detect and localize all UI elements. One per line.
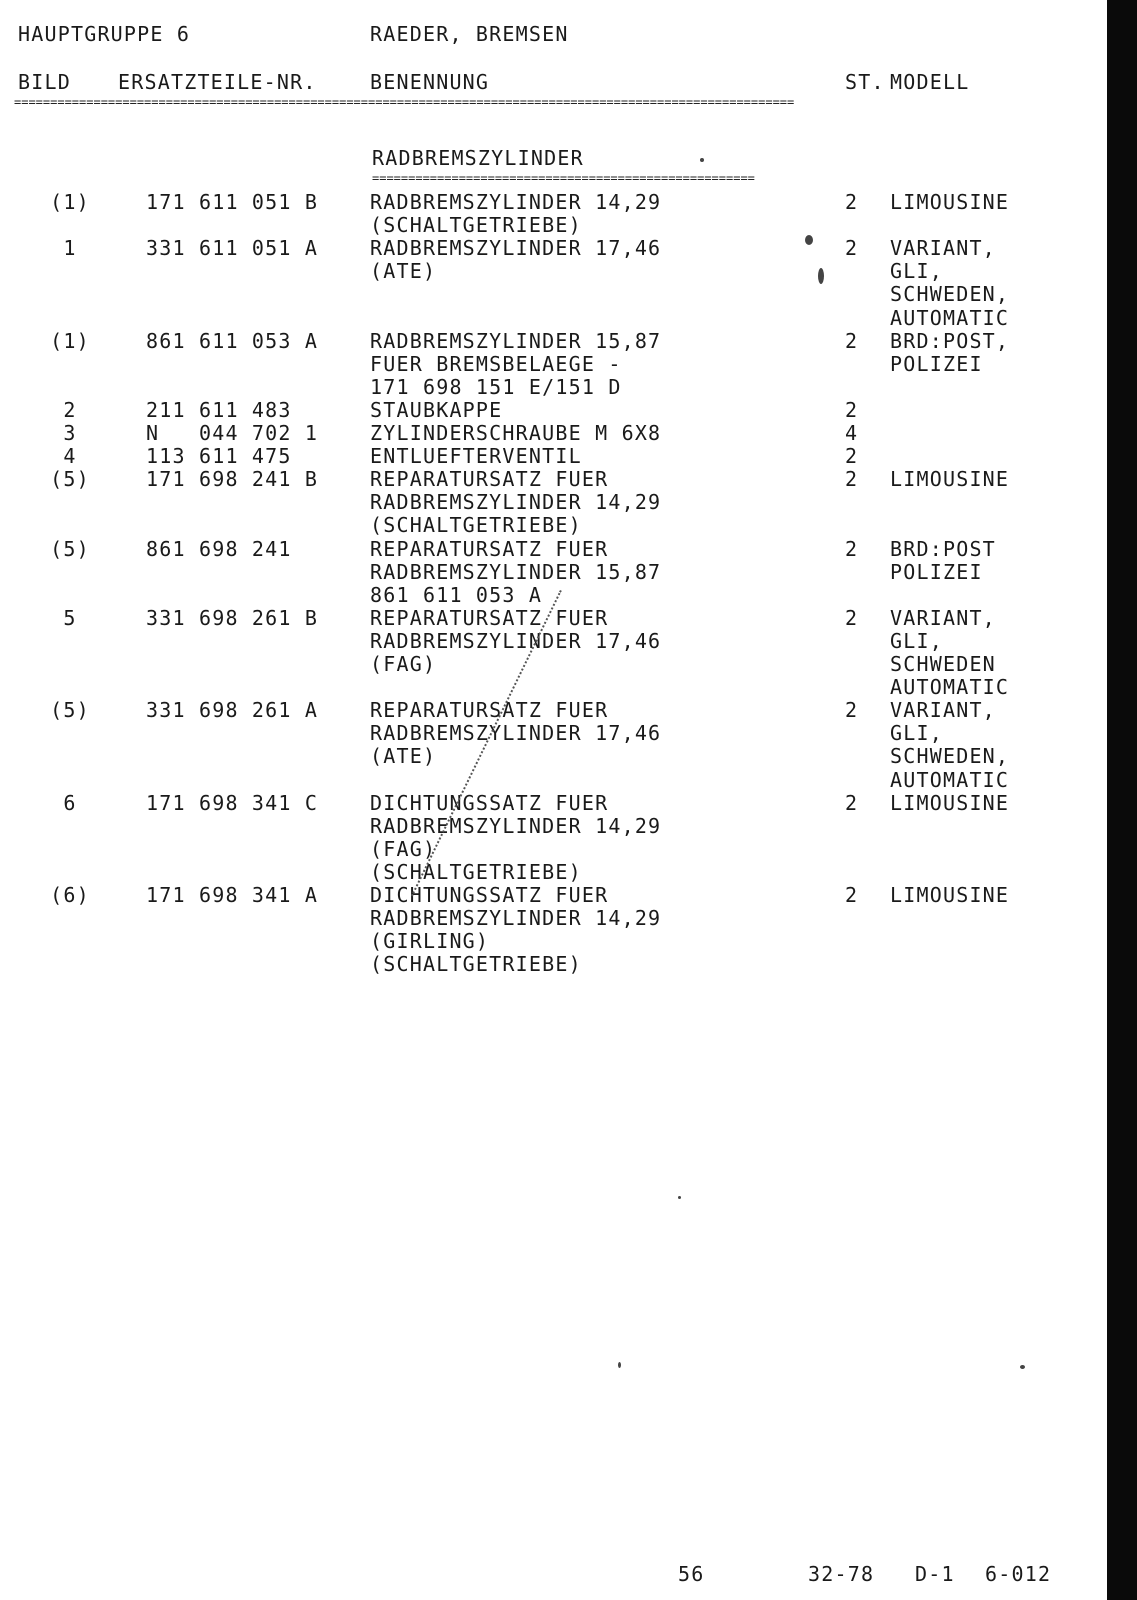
- row-model-line: LIMOUSINE: [890, 790, 1010, 815]
- row-quantity: 2: [845, 236, 859, 261]
- row-description-line: (GIRLING): [370, 929, 490, 954]
- row-quantity: 2: [845, 790, 859, 815]
- row-description-line: ZYLINDERSCHRAUBE M 6X8: [370, 421, 662, 445]
- row-bild: (1): [50, 328, 90, 353]
- row-description-line: REPARATURSATZ FUER: [370, 605, 609, 630]
- row-description-line: (SCHALTGETRIEBE): [370, 952, 582, 977]
- row-part-number: 331 611 051 A: [146, 236, 319, 261]
- footer-date: 32-78: [808, 1562, 875, 1586]
- row-description-line: (SCHALTGETRIEBE): [370, 213, 582, 238]
- row-description-line: RADBREMSZYLINDER 14,29: [370, 813, 662, 838]
- group-title: RAEDER, BREMSEN: [370, 22, 569, 46]
- row-quantity: 2: [845, 328, 859, 353]
- row-description-line: 171 698 151 E/151 D: [370, 374, 622, 399]
- row-part-number: 861 611 053 A: [146, 328, 319, 353]
- row-bild: (5): [50, 467, 90, 492]
- row-quantity: 2: [845, 397, 859, 422]
- row-model-line: SCHWEDEN,: [890, 282, 1010, 307]
- row-part-number: 171 698 341 A: [146, 883, 319, 907]
- scan-speck: [818, 268, 824, 284]
- row-model-line: GLI,: [890, 721, 943, 746]
- row-quantity: 4: [845, 421, 859, 445]
- row-quantity: 2: [845, 190, 859, 214]
- row-model-line: BRD:POST,: [890, 328, 1010, 353]
- row-bild: 2: [63, 397, 77, 422]
- row-description-line: STAUBKAPPE: [370, 397, 503, 422]
- row-description-line: 861 611 053 A: [370, 582, 543, 607]
- row-quantity: 2: [845, 883, 859, 907]
- scan-speck: [805, 235, 813, 245]
- footer-code-1: D-1: [915, 1562, 955, 1586]
- row-part-number: 113 611 475: [146, 444, 292, 469]
- row-description-line: RADBREMSZYLINDER 15,87: [370, 328, 662, 353]
- row-description-line: (SCHALTGETRIEBE): [370, 513, 582, 538]
- row-bild: (1): [50, 190, 90, 214]
- header-double-rule: ============================================================================================================: [14, 96, 795, 108]
- row-description-line: RADBREMSZYLINDER 17,46: [370, 628, 662, 653]
- column-header-benennung: BENENNUNG: [370, 70, 490, 94]
- row-description-line: RADBREMSZYLINDER 17,46: [370, 721, 662, 746]
- column-header-quantity: ST.: [845, 70, 885, 94]
- row-part-number: 861 698 241: [146, 536, 292, 561]
- column-header-part-number: ERSATZTEILE-NR.: [118, 70, 317, 94]
- section-title: RADBREMSZYLINDER: [372, 146, 584, 170]
- row-description-line: DICHTUNGSSATZ FUER: [370, 883, 609, 907]
- row-model-line: AUTOMATIC: [890, 675, 1010, 700]
- row-model-line: POLIZEI: [890, 351, 983, 376]
- row-description-line: (SCHALTGETRIEBE): [370, 859, 582, 884]
- row-part-number: N 044 702 1: [146, 421, 319, 445]
- row-bild: 4: [63, 444, 77, 469]
- row-description-line: (ATE): [370, 259, 437, 284]
- footer-code-2: 6-012: [985, 1562, 1052, 1586]
- row-model-line: LIMOUSINE: [890, 190, 1010, 214]
- row-model-line: GLI,: [890, 259, 943, 284]
- row-model-line: LIMOUSINE: [890, 467, 1010, 492]
- row-quantity: 2: [845, 698, 859, 723]
- row-model-line: VARIANT,: [890, 698, 996, 723]
- scan-speck: [1020, 1365, 1025, 1369]
- row-description-line: RADBREMSZYLINDER 14,29: [370, 490, 662, 515]
- row-bild: 1: [63, 236, 77, 261]
- row-bild: (5): [50, 698, 90, 723]
- row-bild: 5: [63, 605, 77, 630]
- row-part-number: 171 698 241 B: [146, 467, 319, 492]
- row-description-line: RADBREMSZYLINDER 15,87: [370, 559, 662, 584]
- scan-speck: [700, 158, 704, 162]
- row-description-line: (ATE): [370, 744, 437, 769]
- row-model-line: LIMOUSINE: [890, 883, 1010, 907]
- row-bild: (6): [50, 883, 90, 907]
- row-model-line: GLI,: [890, 628, 943, 653]
- scan-speck: [618, 1362, 621, 1368]
- row-quantity: 2: [845, 536, 859, 561]
- row-description-line: FUER BREMSBELAEGE -: [370, 351, 622, 376]
- row-description-line: RADBREMSZYLINDER 17,46: [370, 236, 662, 261]
- column-header-model: MODELL: [890, 70, 970, 94]
- row-part-number: 331 698 261 B: [146, 605, 319, 630]
- group-label: HAUPTGRUPPE 6: [18, 22, 191, 46]
- row-quantity: 2: [845, 467, 859, 492]
- row-description-line: REPARATURSATZ FUER: [370, 536, 609, 561]
- row-model-line: SCHWEDEN: [890, 652, 996, 676]
- row-quantity: 2: [845, 605, 859, 630]
- section-double-rule: =====================================================: [372, 172, 755, 184]
- row-part-number: 171 611 051 B: [146, 190, 319, 214]
- column-header-bild: BILD: [18, 70, 71, 94]
- row-description-line: REPARATURSATZ FUER: [370, 467, 609, 492]
- row-bild: 6: [63, 790, 77, 815]
- row-description-line: REPARATURSATZ FUER: [370, 698, 609, 723]
- row-description-line: DICHTUNGSSATZ FUER: [370, 790, 609, 815]
- row-model-line: AUTOMATIC: [890, 767, 1010, 792]
- row-model-line: BRD:POST: [890, 536, 996, 561]
- row-model-line: AUTOMATIC: [890, 305, 1010, 330]
- row-description-line: RADBREMSZYLINDER 14,29: [370, 906, 662, 931]
- row-description-line: (FAG): [370, 836, 437, 861]
- row-quantity: 2: [845, 444, 859, 469]
- row-model-line: VARIANT,: [890, 236, 996, 261]
- footer-page-number: 56: [678, 1562, 705, 1586]
- row-part-number: 331 698 261 A: [146, 698, 319, 723]
- row-part-number: 211 611 483: [146, 397, 292, 422]
- row-bild: (5): [50, 536, 90, 561]
- scan-edge-bar: [1107, 0, 1137, 1600]
- scan-speck: [678, 1196, 681, 1199]
- row-part-number: 171 698 341 C: [146, 790, 319, 815]
- row-description-line: RADBREMSZYLINDER 14,29: [370, 190, 662, 214]
- row-model-line: POLIZEI: [890, 559, 983, 584]
- row-model-line: SCHWEDEN,: [890, 744, 1010, 769]
- row-bild: 3: [63, 421, 77, 445]
- row-description-line: (FAG): [370, 652, 437, 676]
- row-description-line: ENTLUEFTERVENTIL: [370, 444, 582, 469]
- row-model-line: VARIANT,: [890, 605, 996, 630]
